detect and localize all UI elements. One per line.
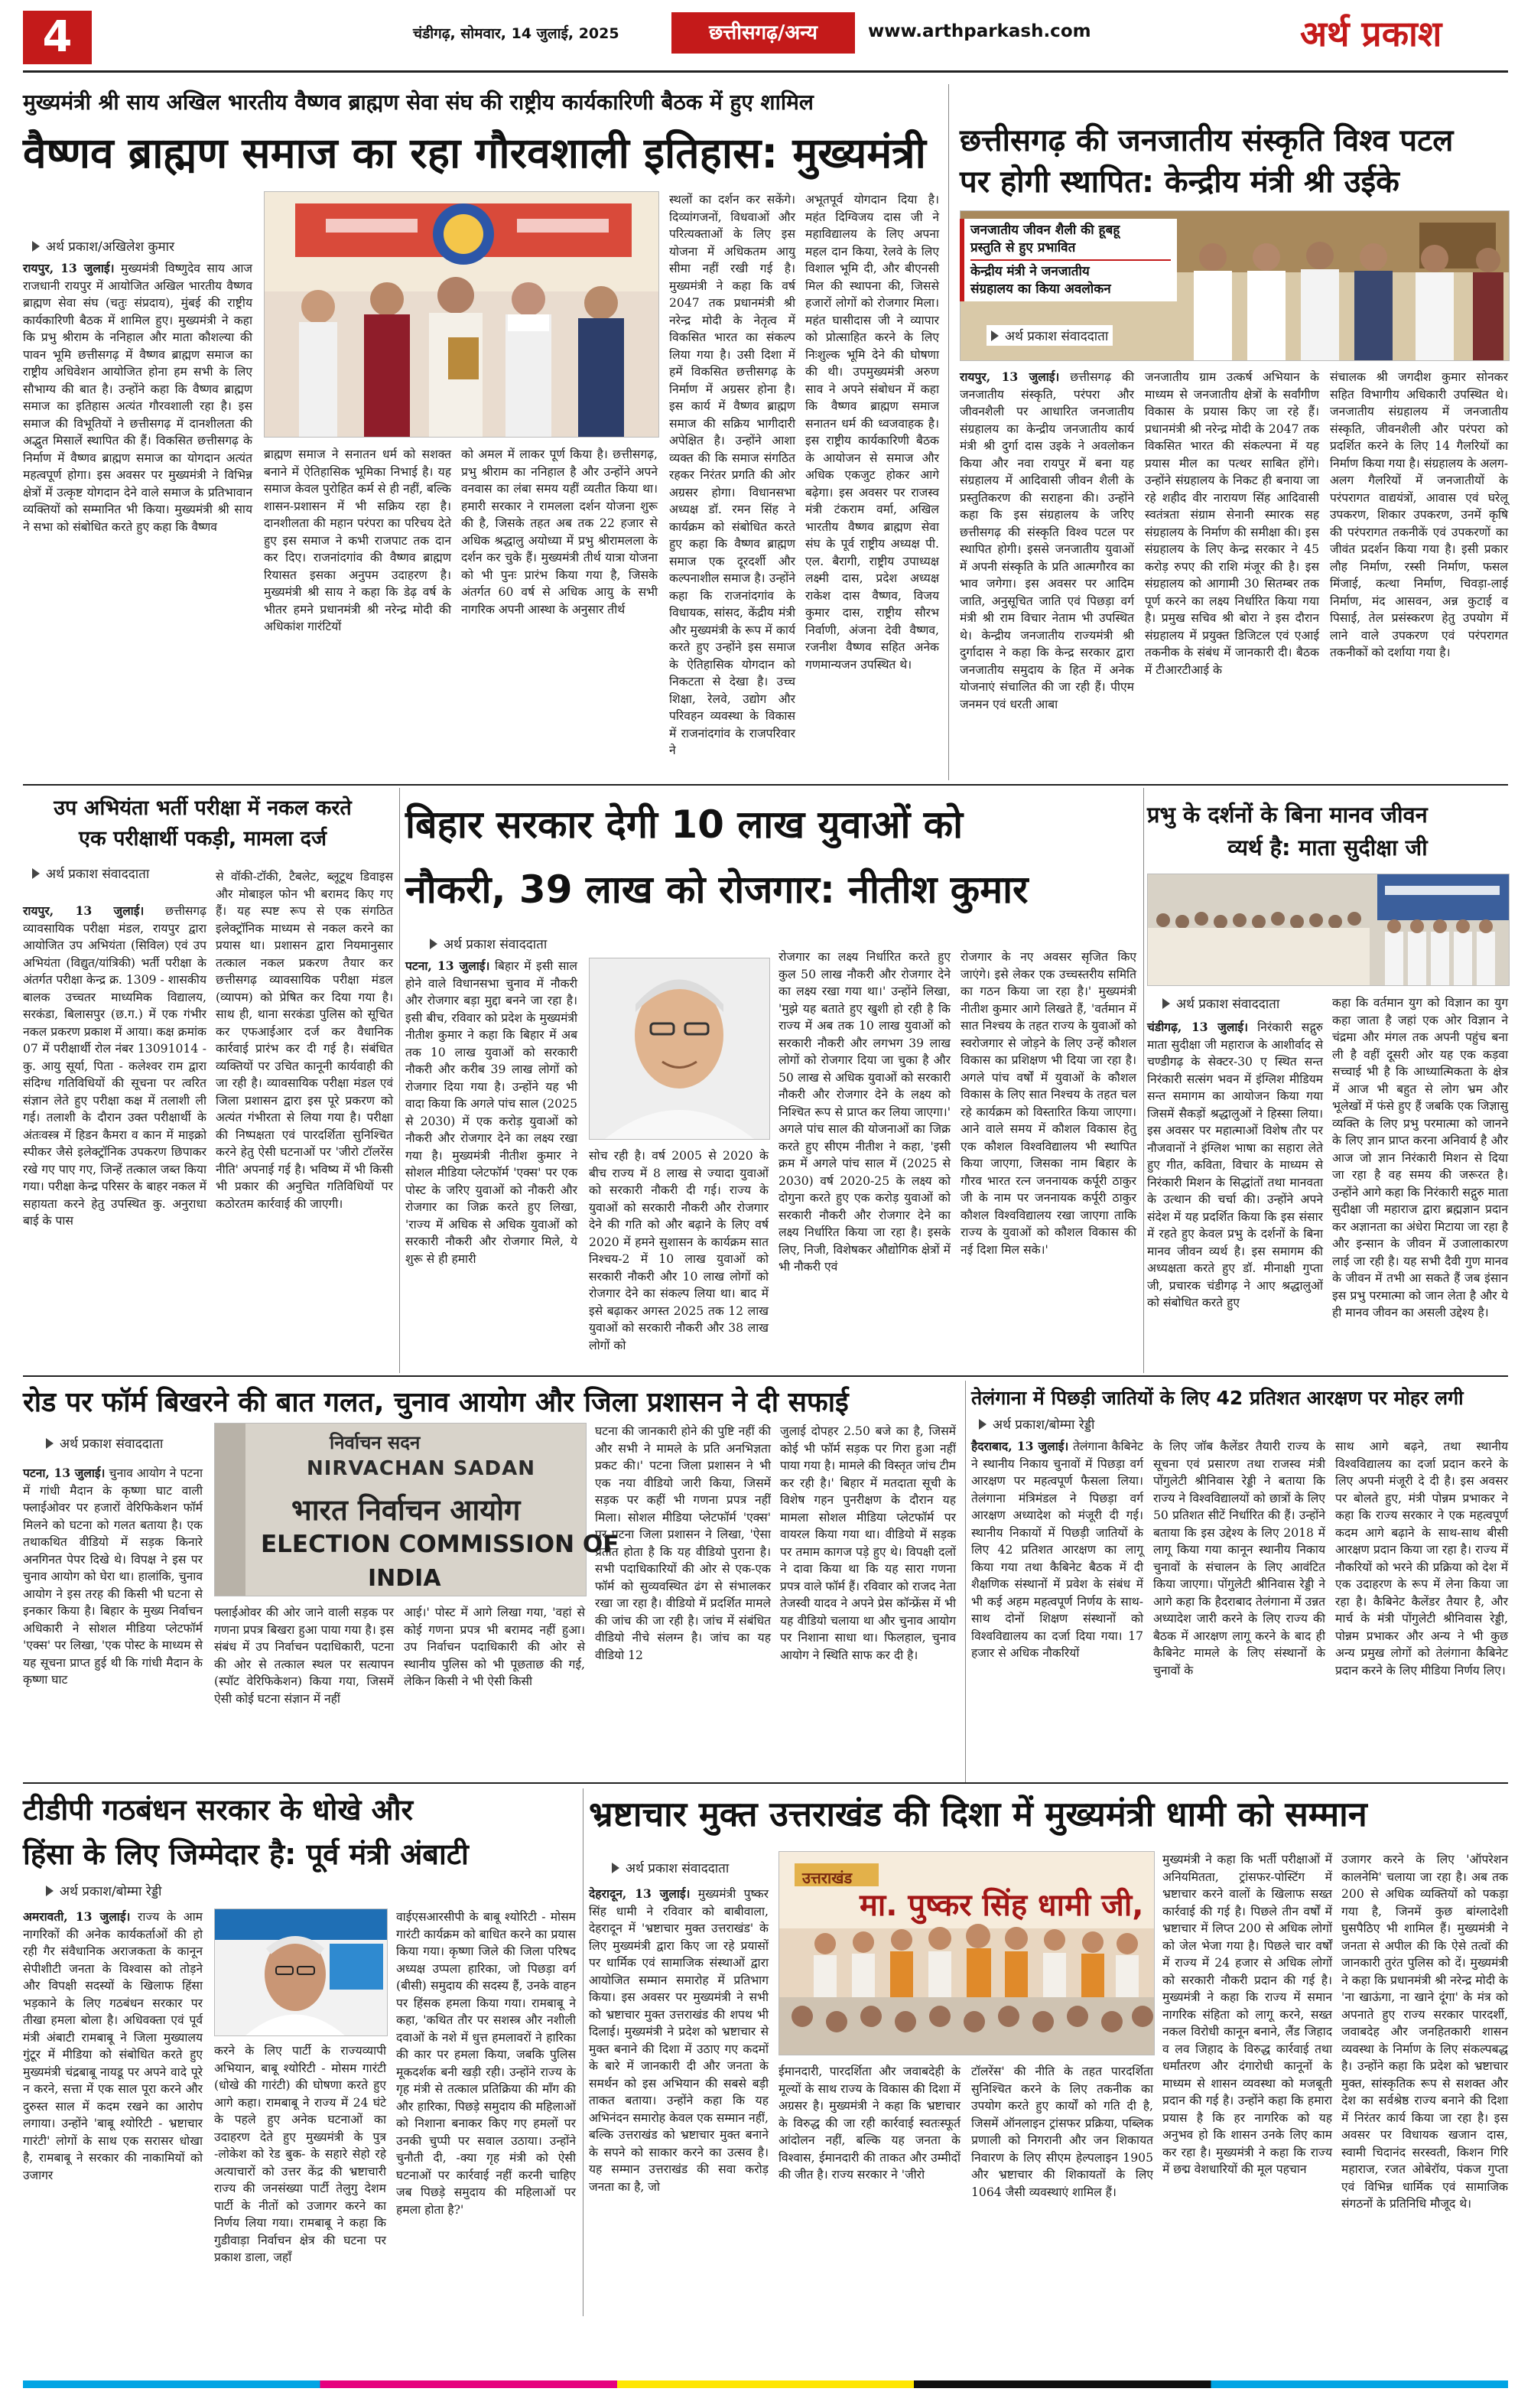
sign-eci-line2: INDIA — [368, 1565, 441, 1592]
story4-col2: सोच रही है। वर्ष 2005 से 2020 के बीच राज्य में 8 लाख से ज्यादा युवाओं को सरकारी नौकरी दी गई। राज्य के युवाओं को सरकारी नौकरी और रोजगार देने की गति को और बढ़ाने के लिए वर्ष 2020 में हमने सुशासन के कार्यक्रम सात निश्चय-2 में 10 लाख युवाओं को सरकारी नौकरी और 10 लाख लोगों को रोजगार देने का संकल्प लिया था। बाद में इसे बढ़ाकर अगस्त 2025 तक 12 लाख युवाओं को सरकारी नौकरी और 38 लाख लोगों को — [589, 1149, 769, 1352]
story2-col2: जनजातीय ग्राम उत्कर्ष अभियान के माध्यम से जनजातीय क्षेत्रों के सर्वांगीण विकास के प्रयास किए जा रहे हैं। प्रधानमंत्री श्री नरेन्द्र मोदी के 2047 तक विकसित भारत की संकल्पना में यह प्रयास मील का पत्थर साबित होंगे। उन्होंने संग्रहालय के निकट ही बनाया जा रहे शहीद वीर नारायण सिंह आदिवासी स्वतंत्रता संग्राम सेनानी स्मारक सह संग्रहालय के निर्माण की समीक्षा की। इस संग्रहालय के लिए केन्द्र सरकार ने 45 करोड़ रुपए की राशि मंजूर की है। इस संग्रहालय को आगामी 30 सितम्बर तक पूर्ण करने का लक्ष्य निर्धारित किया गया है। प्रमुख सचिव श्री बोरा ने इस दौरान संग्रहालय में प्रयुक्त डिजिटल एवं एआई तकनीक के संबंध में जानकारी दी। बैठक में टीआरटीआई के — [1145, 370, 1319, 677]
footer-color-bar — [23, 2380, 1508, 2388]
story1-headline: वैष्णव ब्राह्मण समाज का रहा गौरवशाली इतिहास: मुख्यमंत्री — [23, 129, 926, 177]
story4-col4: रोजगार के नए अवसर सृजित किए जाएंगे। इसे लेकर एक उच्चस्तरीय समिति का गठन किया जा रहा है।' मुख्यमंत्री नीतीश कुमार आगे लिखते हैं, 'वर्तमान में सात निश्चय के तहत राज्य के युवाओं को स्वरोजगार से जोड़ने के लिए उन्हें कौशल विकास का प्रशिक्षण भी दिया जा रहा है। अगले पांच वर्षों में युवाओं के कौशल विकास के लिए सात निश्चय के तहत चल रहे कार्यक्रम को विस्तारित किया जाएगा। आने वाले समय में कौशल विकास हेतु एक कौशल विश्वविद्यालय भी स्थापित किया जाएगा, जिसका नाम बिहार के गौरव भारत रत्न जननायक कर्पूरी ठाकुर जी के नाम पर जननायक कर्पूरी ठाकुर कौशल विश्वविद्यालय रखा जाएगा ताकि राज्य के युवाओं को कौशल विकास की नई दिशा मिल सके।' — [961, 950, 1136, 1257]
story2-caption — [960, 219, 1177, 301]
story3-col2: से वॉकी-टॉकी, टैबलेट, ब्लूटूथ डिवाइस और मोबाइल फोन भी बरामद किए गए हैं। यह स्पष्ट रूप से एक संगठित इलेक्ट्रॉनिक माध्यम से नकल करने का प्रयास था। प्रशासन द्वारा नियमानुसार तत्काल नकल प्रकरण तैयार कर छत्तीसगढ़ व्यावसायिक परीक्षा मंडल (व्यापम) को प्रेषित कर दिया गया है। साथ ही, थाना सरकंडा पुलिस को सूचित कर एफआईआर दर्ज कर वैधानिक कार्रवाई प्रारंभ कर दी गई है। संबंधित व्यक्तियों पर उचित कानूनी कार्यवाही की जा रही है। व्यावसायिक परीक्षा मंडल एवं जिला प्रशासन द्वारा इस पूरे प्रकरण को अत्यंत गंभीरता से लिया गया है। परीक्षा की निष्पक्षता एवं पारदर्शिता सुनिश्चित करने हेतु ऐसी घटनाओं पर 'जीरो टॉलरेंस नीति' अपनाई गई है। भविष्य में भी किसी भी प्रकार की अनुचित गतिविधियों पर कठोरतम कार्रवाई की जाएगी। — [216, 870, 393, 1211]
story1-col2: ब्राह्मण समाज ने सनातन धर्म को सशक्त बनाने में ऐतिहासिक भूमिका निभाई है। यह समाज केवल पुरोहित कर्म से ही नहीं, बल्कि शासन-प्रशासन में भी सक्रिय रहा है। दानशीलता की महान परंपरा का परिचय देते हुए इस समाज ने कभी राजपाट तक दान कर दिए। राजनांदगांव की वैष्णव ब्राह्मण रियासत इसका अनुपम उदाहरण है। मुख्यमंत्री श्री साय ने कहा कि डेढ़ वर्ष के भीतर हमने प्रधानमंत्री श्री नरेन्द्र मोदी की अधिकांश गारंटियों — [264, 447, 451, 633]
story4-photo — [589, 958, 770, 1140]
story8-col2: करने के लिए पार्टी के राज्यव्यापी अभियान, बाबू श्योरिटी - मोसम गारंटी (धोखे की गारंटी) की घोषणा करते हुए आगे कहा। रामबाबू ने राज्य में 24 घंटे के पहले हुए अनेक घटनाओं का उदाहरण देते हुए मुख्यमंत्री के पुत्र -लोकेश को रेड बुक- के सहारे सेहो रहे अत्याचारों को उत्तर केंद्र की भ्रष्टाचारी राज्य की जनसंख्या पार्टी तेलुगु देशम पार्टी के नीतों को उजागर करने का निर्णय लिया गया। रामबाबू ने कहा कि गुडीवाड़ा निर्वाचन क्षेत्र की घटना पर प्रकाश डाला, जहाँ — [214, 2044, 386, 2264]
award-ceremony-image — [265, 192, 658, 437]
story5-col1: चंडीगढ़, 13 जुलाई। निरंकारी सद्गुरु माता सुदीक्षा जी महाराज के आशीर्वाद से चण्डीगढ़ के सेक्टर-30 ए स्थित सन्त निरंकारी सत्संग भवन में इंग्लिश मीडियम सन्त समागम का आयोजन किया गया जिसमें सैकड़ों श्रद्धालुओं ने हिस्सा लिया। इस अवसर पर महात्माओं विशेष तौर पर नौजवानों ने इंग्लिश भाषा का सहारा लेते हुए गीत, कविता, विचार के माध्यम से निरंकारी मिशन के सिद्धांतों तथा मानवता के उत्थान की चर्चा की। उन्होंने अपने संदेश में यह प्रदर्शित किया कि इस संसार में रहते हुए केवल प्रभु के दर्शनों के बिना मानव जीवन व्यर्थ है। इस समागम की अध्यक्षता करते हुए डॉ. मीनाक्षी गुप्ता जी, प्रचारक चंडीगढ़ ने आए श्रद्धालुओं को संबोधित करते हुए — [1147, 1020, 1323, 1310]
column-divider — [965, 1381, 966, 1782]
story1-col4: स्थलों का दर्शन कर सकेंगे। दिव्यांगजनों, विधवाओं और परित्यक्ताओं के लिए इस योजना में अधिकतम आयु सीमा नहीं रखी गई है। मुख्यमंत्री ने कहा कि वर्ष 2047 तक प्रधानमंत्री श्री नरेन्द्र मोदी के नेतृत्व में विकसित भारत का संकल्प लिया गया है। उसी दिशा में हमें विकसित छत्तीसगढ़ के निर्माण में अग्रसर होना है। इस कार्य में वैष्णव ब्राह्मण समाज की सक्रिय भागीदारी अपेक्षित है। उन्होंने आशा व्यक्त की कि समाज संगठित रहकर निरंतर प्रगति की ओर अग्रसर होगा। विधानसभा अध्यक्ष डॉ. रमन सिंह ने कार्यक्रम को संबोधित करते हुए कहा कि वैष्णव ब्राह्मण समाज एक दूरदर्शी और कल्पनाशील समाज है। उन्होंने कहा कि राजनांदगांव के विधायक, सांसद, केंद्रीय मंत्री और मुख्यमंत्री के रूप में कार्य करते हुए उन्होंने इस समाज के ऐतिहासिक योगदान को निकटता से देखा है। उच्च शिक्षा, रेलवे, उद्योग और परिवहन व्यवस्था के विकास में राजनांदगांव के राजपरिवार ने — [669, 193, 795, 757]
story2-caption-line4: संग्रहालय का किया अवलोकन — [970, 281, 1111, 297]
header-rule — [23, 70, 1508, 73]
story1-byline: अर्थ प्रकाश/अखिलेश कुमार — [32, 237, 174, 255]
story8-photo — [214, 1909, 388, 2036]
story3-headline-line1: उप अभियंता भर्ती परीक्षा में नकल करते — [54, 796, 352, 820]
story3-headline-line2: एक परीक्षार्थी पकड़ी, मामला दर्ज — [79, 827, 327, 851]
page-header — [0, 0, 1531, 80]
story9-col5: उजागर करने के लिए 'ऑपरेशन कालनेमि' चलाया जा रहा है। अब तक 200 से अधिक व्यक्तियों को पकड़ा गया है, जिनमें कुछ बांग्लादेशी घुसपैठिए भी शामिल हैं। मुख्यमंत्री ने जनता से अपील की कि ऐसे तत्वों की जानकारी तुरंत पुलिस को दें। मुख्यमंत्री ने कहा कि प्रधानमंत्री श्री नरेन्द्र मोदी के 'ना खाऊंगा, ना खाने दूंगा' के मंत्र को अपनाते हुए राज्य सरकार पारदर्शी, जवाबदेह और जनहितकारी शासन व्यवस्था के निर्माण के लिए संकल्पबद्ध है। उन्होंने कहा कि प्रदेश को भ्रष्टाचार मुक्त, सांस्कृतिक रूप से सशक्त और देश का सर्वश्रेष्ठ राज्य बनाने की दिशा में निरंतर कार्य किया जा रहा है। इस अवसर पर विधायक खजान दास, स्वामी चिदानंद सरस्वती, किशन गिरि महाराज, रजत ओबेरॉय, पंकज गुप्ता एवं विभिन्न धार्मिक एवं सामाजिक संगठनों के प्रतिनिधि मौजूद थे। — [1341, 1853, 1508, 2211]
story7-col1: हैदराबाद, 13 जुलाई। तेलंगाना कैबिनेट ने स्थानीय निकाय चुनावों में पिछड़ा वर्ग आरक्षण पर महत्वपूर्ण फैसला लिया। तेलंगाना मंत्रिमंडल ने पिछड़ा वर्ग आरक्षण अध्यादेश को मंजूरी दी गई। स्थानीय निकायों में पिछड़ी जातियों के लिए 42 प्रतिशत आरक्षण का लागू किया गया तथा कैबिनेट बैठक में दी शैक्षणिक संस्थानों में प्रवेश के संबंध में भी कई अहम महत्वपूर्ण निर्णय के साथ-साथ दोनों शिक्षण संस्थानों को विश्वविद्यालय का दर्जा दिया गया। 17 हजार से अधिक नौकरियों — [971, 1439, 1143, 1660]
story1-kicker: मुख्यमंत्री श्री साय अखिल भारतीय वैष्णव ब्राह्मण सेवा संघ की राष्ट्रीय कार्यकारिणी बैठक में हुए शामिल — [23, 89, 814, 115]
story6-col3: आई।' पोस्ट में आगे लिखा गया, 'वहां से कोई गणना प्रपत्र भी बरामद नहीं हुआ। उप निर्वाचन पदाधिकारी की ओर से स्थानीय पुलिस को भी पूछताछ की गई, लेकिन किसी ने भी ऐसी किसी — [404, 1606, 585, 1688]
story6-col5: जुलाई दोपहर 2.50 बजे का है, जिसमें कोई भी फॉर्म सड़क पर गिरा हुआ नहीं पाया गया है। मामले की विस्तृत जांच टीम कर रही है।' बिहार में मतदाता सूची के विशेष गहन पुनरीक्षण के दौरान यह मामला सोशल मीडिया प्लेटफॉर्म पर वायरल किया गया था। वीडियो में सड़क पर तमाम कागज पड़े हुए थे। विपक्षी दलों ने दावा किया था कि यह सारा गणना प्रपत्र वाले फॉर्म हैं। रविवार को राजद नेता तेजस्वी यादव ने अपने प्रेस कॉन्फ्रेंस में भी यह वीडियो चलाया था और चुनाव आयोग पर निशाना साधा था। फिलहाल, चुनाव आयोग ने स्थिति साफ कर दी है। — [780, 1424, 956, 1662]
banner-name: मा. पुष्कर सिंह धामी जी, — [860, 1888, 1144, 1923]
sign-hindi-main: भारत निर्वाचन आयोग — [291, 1493, 521, 1527]
masthead-logo: अर्थ प्रकाश — [1300, 13, 1442, 54]
story9-dateline: देहरादून, 13 जुलाई। — [589, 1886, 691, 1901]
story8-dateline: अमरावती, 13 जुलाई। — [23, 1909, 131, 1924]
sign-eci-line1: ELECTION COMMISSION OF — [261, 1531, 619, 1558]
story1-col3: को अमल में लाकर पूर्ण किया है। छत्तीसगढ़, प्रभु श्रीराम का ननिहाल है और उन्होंने अपने वनवास का लंबा समय यहीं व्यतीत किया था। हमारी सरकार ने रामलला दर्शन योजना शुरू की है, जिसके तहत अब तक 22 हजार से अधिक श्रद्धालु अयोध्या में प्रभु श्रीरामलला के दर्शन कर चुके हैं। मुख्यमंत्री तीर्थ यात्रा योजना को भी पुनः प्रारंभ किया गया है, जिसके अंतर्गत 60 वर्ष से अधिक आयु के सभी नागरिक अपनी आस्था के अनुसार तीर्थ — [461, 447, 658, 617]
story9-photo — [779, 1851, 1155, 2055]
story9-col3: टॉलरेंस' की नीति के तहत पारदर्शिता सुनिश्चित करने के लिए तकनीक का उपयोग करते हुए कार्यों को गति दी है, जिसमें ऑनलाइन ट्रांसफर प्रक्रिया, पब्लिक प्रणाली को निगरानी और जन शिकायत निवारण के लिए सीएम हेल्पलाइन 1905 और भ्रष्टाचार की शिकायतों के लिए 1064 जैसी व्यवस्थाएं शामिल हैं। — [971, 2065, 1153, 2199]
story4-col1: पटना, 13 जुलाई। बिहार में इसी साल होने वाले विधानसभा चुनाव में नौकरी और रोजगार बड़ा मुद्दा बनने जा रहा है। इसी बीच, रविवार को प्रदेश के मुख्यमंत्री नीतीश कुमार ने कहा कि बिहार में अब तक 10 लाख युवाओं को सरकारी नौकरी और करीब 39 लाख लोगों को रोजगार दिया गया है। उन्होंने यह भी वादा किया कि अगले पांच साल (2025 से 2030) में एक करोड़ युवाओं को नौकरी और रोजगार देने का लक्ष्य रखा गया है। मुख्यमंत्री नीतीश कुमार ने सोशल मीडिया प्लेटफॉर्म 'एक्स' पर एक पोस्ट के जरिए युवाओं को नौकरी और रोजगार का जिक्र करते हुए लिखा, 'राज्य में अधिक से अधिक युवाओं को सरकारी नौकरी और रोजगार मिले, ये शुरू से ही हमारी — [405, 958, 577, 1266]
story6-byline: अर्थ प्रकाश संवाददाता — [46, 1434, 163, 1452]
story2-byline: अर्थ प्रकाश संवाददाता — [987, 325, 1113, 346]
story3-dateline: रायपुर, 13 जुलाई। — [23, 903, 145, 918]
section-rule — [23, 784, 1508, 786]
header-dateline: चंडीगढ़, सोमवार, 14 जुलाई, 2025 — [413, 25, 619, 42]
story7-byline: अर्थ प्रकाश/बोम्मा रेड्डी — [979, 1415, 1094, 1433]
story3-col1: रायपुर, 13 जुलाई। छत्तीसगढ़ व्यावसायिक परीक्षा मंडल, रायपुर द्वारा आयोजित उप अभियंता (सिविल) एवं उप अभियंता (विद्युत/यांत्रिकी) भर्ती परीक्षा के अंतर्गत परीक्षा केन्द्र क्र. 1309 - शासकीय बालक उच्चतर माध्यमिक विद्यालय, सरकंडा, बिलासपुर (छ.ग.) में एक गंभीर नकल प्रकरण प्रकाश में आया। कक्ष क्रमांक 07 में परीक्षार्थी रोल नंबर 13091014 - कु. आयु सूर्या, पिता - कलेश्वर राम द्वारा संदिग्ध गतिविधियों की सूचना पर त्वरित संज्ञान लेते हुए परीक्षा कक्ष में तलाशी ली गई। तलाशी के दौरान उक्त परीक्षार्थी के अंतःवस्त्र में हिडन कैमरा व कान में माइक्रो स्पीकर जैसे इलेक्ट्रॉनिक उपकरण छिपाकर रखे गए पाए गए, जिन्हें तत्काल जब्त किया गया। परीक्षा केन्द्र परिसर के बाहर नकल में सहायता करने हेतु उपस्थित कु. अनुराधा बाई के पास — [23, 903, 206, 1228]
section-label: छत्तीसगढ़/अन्य — [671, 12, 855, 54]
story4-headline-line2: नौकरी, 39 लाख को रोजगार: नीतीश कुमार — [405, 867, 1029, 912]
story6-col1: पटना, 13 जुलाई। चुनाव आयोग ने पटना में गांधी मैदान के कृष्णा घाट वाली फ्लाईओवर पर हजारों वेरिफिकेशन फॉर्म मिलने को घटना को गलत बताया है। एक तथाकथित वीडियो में सड़क किनारे अनगिनत पेपर दिखे थे। विपक्ष ने इस पर चुनाव आयोग को घेरा था। हालांकि, चुनाव आयोग ने इस तरह की किसी भी घटना से इनकार किया है। बिहार के मुख्य निर्वाचन अधिकारी ने सोशल मीडिया प्लेटफॉर्म 'एक्स' पर लिखा, 'एक पोस्ट के माध्यम से यह सूचना प्राप्त हुई थी कि गांधी मैदान के कृष्णा घाट — [23, 1466, 203, 1687]
story2-caption-line2: प्रस्तुति से हुए प्रभावित — [970, 239, 1171, 261]
story7-col3: साथ आगे बढ़ने, तथा स्थानीय विश्वविद्यालय का दर्जा प्रदान करने के लिए अपनी मंजूरी दे दी है। इस अवसर पर बोलते हुए, मंत्री पोन्नम प्रभाकर ने कहा कि राज्य सरकार ने एक महत्वपूर्ण कदम आगे बढ़ाने के साथ-साथ बीसी आरक्षण प्रदान किया जा रहा है। राज्य में नौकरियों को भरने की प्रक्रिया को देश में एक उदाहरण के रूप में लेना किया जा रहा है। कैबिनेट कैलेंडर तैयार है, और मार्च के मंत्री पोंगुलेटी श्रीनिवास रेड्डी, पोन्नम प्रभाकर और अन्य ने भी कुछ अन्य प्रमुख लोगों को तेलंगाना कैबिनेट प्रदान करने के लिए मीडिया निर्णय लिए। — [1335, 1440, 1508, 1677]
story9-byline: अर्थ प्रकाश संवाददाता — [612, 1859, 729, 1876]
story8-byline: अर्थ प्रकाश/बोम्मा रेड्डी — [46, 1882, 161, 1899]
story1-col5: अभूतपूर्व योगदान दिया है। महंत दिग्विजय दास जी ने महाविद्यालय के लिए अपना महल दान किया, रेलवे के लिए विशाल भूमि दी, और बीएनसी मिल की स्थापना की, जिससे हजारों लोगों को रोजगार मिला। महंत घासीदास जी ने व्यापार को प्रोत्साहित करने के लिए निःशुल्क भूमि देने की घोषणा की थी। उपमुख्यमंत्री अरुण साव ने अपने संबोधन में कहा कि वैष्णव ब्राह्मण समाज सनातन धर्म की ध्वजवाहक है। इस राष्ट्रीय कार्यकारिणी बैठक के आयोजन से समाज और अधिक एकजुट होकर आगे बढ़ेगा। इस अवसर पर राजस्व मंत्री टंकराम वर्मा, अखिल भारतीय वैष्णव ब्राह्मण सेवा संघ के पूर्व राष्ट्रीय अध्यक्ष पी. एल. बैरागी, राष्ट्रीय उपाध्यक्ष लक्ष्मी दास, प्रदेश अध्यक्ष राकेश दास वैष्णव, विजय कुमार दास, राष्ट्रीय सौरभ निर्वाणी, अंजना देवी वैष्णव, रजनीश वैष्णव सहित अनेक गणमान्यजन उपस्थित थे। — [805, 193, 939, 672]
story5-byline: अर्थ प्रकाश संवाददाता — [1162, 994, 1279, 1012]
page-number: 4 — [23, 11, 92, 64]
press-conference-image — [215, 1909, 387, 2035]
story5-col2: कहा कि वर्तमान युग को विज्ञान का युग कहा जाता है जहां एक ओर विज्ञान ने चंद्रमा और मंगल तक अपनी पहुंच बना ली है वहीं दूसरी ओर यह एक कड़वा सच्चाई भी है कि आध्यात्मिकता के क्षेत्र में आज भी बहुत से लोग भ्रम और भूलेखों में फंसे हुए हैं जबकि एक जिज्ञासु व्यक्ति के लिए प्रभु परमात्मा को जानने के लिए ज्ञान प्राप्त करना अनिवार्य है और आज जो ज्ञान निरंकारी मिशन से दिया जा रहा है वह समय की जरूरत है। उन्होंने आगे कहा कि निरंकारी सद्गुरु माता सुदीक्षा जी महाराज द्वारा ब्रह्मज्ञान प्रदान कर अज्ञानता का अंधेरा मिटाया जा रहा है और इन्सान के जीवन में उजालाकारण लाई जा रही है। यह सभी दैवी गुण मानव के जीवन में तभी आ सकते हैं जब इंसान इस प्रभु परमात्मा को जान लेता है और ये ही मानव जीवन का असली उद्देश्य है। — [1332, 996, 1508, 1320]
section-rule — [23, 1375, 1508, 1377]
story7-dateline: हैदराबाद, 13 जुलाई। — [971, 1439, 1069, 1453]
column-divider — [948, 84, 949, 780]
portrait-image — [590, 958, 769, 1139]
story4-byline: अर्थ प्रकाश संवाददाता — [430, 935, 547, 952]
story2-dateline: रायपुर, 13 जुलाई। — [960, 369, 1060, 384]
story8-headline-line1: टीडीपी गठबंधन सरकार के धोखे और — [23, 1793, 414, 1827]
story7-headline: तेलंगाना में पिछड़ी जातियों के लिए 42 प्रतिशत आरक्षण पर मोहर लगी — [971, 1387, 1464, 1409]
story1-col1: रायपुर, 13 जुलाई। मुख्यमंत्री विष्णुदेव साय आज राजधानी रायपुर में आयोजित अखिल भारतीय वैष्णव ब्राह्मण सेवा संघ (चतुः संप्रदाय), मुंबई की राष्ट्रीय कार्यकारिणी बैठक में शामिल हुए। मुख्यमंत्री ने कहा कि प्रभु श्रीराम के ननिहाल और माता कौशल्या की पावन भूमि छत्तीसगढ़ में वैष्णव ब्राह्मण समाज का राष्ट्रीय अधिवेशन आयोजित होना हम सभी के लिए सौभाग्य की बात है। उन्होंने कहा कि वैष्णव ब्राह्मण समाज का इतिहास अत्यंत गौरवशाली रहा है। इस समाज की विभूतियों ने छत्तीसगढ़ में दानशीलता की अद्भुत मिसालें स्थापित की हैं। विकसित छत्तीसगढ़ के निर्माण में वैष्णव ब्राह्मण समाज का योगदान अत्यंत महत्वपूर्ण होगा। इस अवसर पर मुख्यमंत्री ने विभिन्न क्षेत्रों में उत्कृष्ट योगदान देने वाले समाज के प्रतिभावान व्यक्तियों को सम्मानित भी किया। मुख्यमंत्री श्री साय ने सभा को संबोधित करते हुए कहा कि वैष्णव — [23, 261, 252, 534]
story4-col3: रोजगार का लक्ष्य निर्धारित करते हुए कुल 50 लाख नौकरी और रोजगार देने का लक्ष्य रखा गया था।' उन्होंने लिखा, 'मुझे यह बताते हुए खुशी हो रही है कि राज्य में अब तक 10 लाख युवाओं को सरकारी नौकरी और लगभग 39 लाख लोगों को रोजगार दिया जा चुका है और 50 लाख से अधिक युवाओं को सरकारी नौकरी और रोजगार देने के लक्ष्य को निश्चित रूप से प्राप्त कर लिया जाएगा।' अगले पांच साल की योजनाओं का जिक्र करते हुए सीएम नीतीश ने कहा, 'इसी क्रम में अगले पांच साल में (2025 से 2030) वर्ष 2020-25 के लक्ष्य को दोगुना करते हुए एक करोड़ युवाओं को सरकारी नौकरी और रोजगार देने का लक्ष्य निर्धारित किया जा रहा है। इसके लिए, निजी, विशेषकर औद्योगिक क्षेत्रों में भी नौकरी एवं — [779, 950, 951, 1274]
story4-headline-line1: बिहार सरकार देगी 10 लाख युवाओं को — [405, 802, 964, 847]
sign-english: NIRVACHAN SADAN — [307, 1457, 536, 1480]
story6-dateline: पटना, 13 जुलाई। — [23, 1466, 106, 1480]
story9-col1: देहरादून, 13 जुलाई। मुख्यमंत्री पुष्कर सिंह धामी ने रविवार को बाबीवाला, देहरादून में 'भ्रष्टाचार मुक्त उत्तराखंड' के लिए मुख्यमंत्री द्वारा किए जा रहे प्रयासों पर धार्मिक एवं सामाजिक संस्थाओं द्वारा आयोजित सम्मान समारोह में प्रतिभाग किया। इस अवसर पर मुख्यमंत्री ने सभी को भ्रष्टाचार मुक्त उत्तराखंड की शपथ भी दिलाई। मुख्यमंत्री ने प्रदेश को भ्रष्टाचार से मुक्त बनाने की दिशा में उठाए गए कदमों के बारे में जानकारी दी और जनता के समर्थन को इस अभियान की सबसे बड़ी ताकत बताया। उन्होंने कहा कि यह अभिनंदन समारोह केवल एक सम्मान नहीं, बल्कि उत्तराखंड को भ्रष्टाचार मुक्त बनाने के सपने को साकार करने का उत्सव है। यह सम्मान उत्तराखंड की सवा करोड़ जनता का है, जो — [589, 1886, 769, 2194]
story6-headline: रोड पर फॉर्म बिखरने की बात गलत, चुनाव आयोग और जिला प्रशासन ने दी सफाई — [23, 1387, 849, 1418]
story9-col4: मुख्यमंत्री ने कहा कि भर्ती परीक्षाओं में अनियमितता, ट्रांसफर-पोस्टिंग में भ्रष्टाचार करने वालों के खिलाफ सख्त कार्रवाई की गई है। पिछले तीन वर्षों में भ्रष्टाचार में लिप्त 200 से अधिक लोगों को जेल भेजा गया है। पिछले चार वर्षों में राज्य में 24 हजार से अधिक लोगों को सरकारी नौकरी प्रदान की गई है। मुख्यमंत्री ने कहा कि राज्य में समान नागरिक संहिता को लागू करने, सख्त नकल विरोधी कानून बनाने, लैंड जिहाद व लव जिहाद के विरुद्ध कार्रवाई तथा धर्मांतरण और दंगारोधी कानूनों के माध्यम से शासन व्यवस्था को मजबूती प्रदान की गई है। उन्होंने कहा कि हमारा प्रयास है कि हर नागरिक को यह अनुभव हो कि शासन उनके लिए काम कर रहा है। मुख्यमंत्री ने कहा कि राज्य में छद्म वेशधारियों की मूल पहचान — [1162, 1853, 1332, 2176]
story9-col2: ईमानदारी, पारदर्शिता और जवाबदेही के मूल्यों के साथ राज्य के विकास की दिशा में अग्रसर है। मुख्यमंत्री ने कहा कि भ्रष्टाचार के विरुद्ध की जा रही कार्रवाई स्वतःस्फूर्त आंदोलन नहीं, बल्कि यह जनता के विश्वास, ईमानदारी की ताकत और उम्मीदों की जीत है। राज्य सरकार ने 'जीरो — [779, 2065, 961, 2182]
story5-headline-line1: प्रभु के दर्शनों के बिना मानव जीवन — [1147, 802, 1428, 828]
website-link[interactable]: www.arthparkash.com — [868, 21, 1091, 41]
story5-photo — [1147, 874, 1510, 986]
sign-hindi-top: निर्वाचन सदन — [330, 1432, 421, 1453]
column-divider — [1143, 788, 1144, 1373]
story2-col3: संचालक श्री जगदीश कुमार सोनकर सहित विभागीय अधिकारी उपस्थित थे। जनजातीय संग्रहालय में जनजातीय संस्कृति, जीवनशैली और परंपरा को प्रदर्शित करने के लिए 14 गैलरियों का निर्माण किया गया है। संग्रहालय के अलग-अलग गैलरियों में जनजातीयों के परंपरागत वाद्ययंत्रों, आवास एवं घरेलू उपकरण, शिकार उपकरण, उनमें कृषि की परंपरागत तकनीकें एवं उपकरणों का जीवंत प्रदर्शन किया गया है। इसी प्रकार लौह निर्माण, रस्सी निर्माण, फसल मिंजाई, कत्था निर्माण, चिवड़ा-लाई निर्माण, मंद आसवन, अन्न कुटाई व पिसाई, तेल प्रसंस्करण हेतु उपयोग में लाने वाले उपकरण एवं परंपरागत तकनीकों को दर्शाया गया है। — [1330, 370, 1508, 659]
section-rule — [23, 1782, 1508, 1784]
story5-dateline: चंडीगढ़, 13 जुलाई। — [1147, 1020, 1248, 1034]
story3-byline: अर्थ प्रकाश संवाददाता — [32, 864, 149, 882]
story2-caption-line3: केन्द्रीय मंत्री ने जनजातीय — [970, 264, 1090, 279]
story2-col1: रायपुर, 13 जुलाई। छत्तीसगढ़ की जनजातीय संस्कृति, परंपरा और जीवनशैली पर आधारित जनजातीय संग्रहालय का केन्द्रीय जनजातीय कार्य मंत्री श्री दुर्गा दास उइके ने अवलोकन किया और नवा रायपुर में बना यह संग्रहालय में आदिवासी जीवन शैली के प्रस्तुतिकरण की सराहना की। उन्होंने कहा कि इस संग्रहालय के जरिए छत्तीसगढ़ की संस्कृति विश्व पटल पर स्थापित होगी। इससे जनजातीय युवाओं में अपनी संस्कृति के प्रति आत्मगौरव का भाव जगेगा। इस अवसर पर आदिम जाति, अनुसूचित जाति एवं पिछड़ा वर्ग मंत्री श्री राम विचार नेताम भी उपस्थित थे। केन्द्रीय जनजातीय राज्यमंत्री श्री दुर्गादास ने कहा कि केन्द्र सरकार द्वारा जनजातीय समुदाय के हित में अनेक योजनाएं संचालित की जा रही हैं। पीएम जनमन एवं धरती आबा — [960, 369, 1134, 711]
story2-headline-line1: छत्तीसगढ़ की जनजातीय संस्कृति विश्व पटल — [960, 123, 1454, 158]
column-divider — [399, 788, 400, 1373]
banner-brand: उत्तराखंड — [802, 1869, 853, 1887]
story9-headline: भ्रष्टाचार मुक्त उत्तराखंड की दिशा में मुख्यमंत्री धामी को सम्मान — [589, 1794, 1367, 1834]
congregation-image — [1148, 874, 1509, 985]
story1-photo — [264, 191, 659, 438]
story8-col3: वाईएसआरसीपी के बाबू श्योरिटी - मोसम गारंटी कार्यक्रम को बाधित करने का प्रयास किया गया। कृष्णा जिले की जिला परिषद अध्यक्ष उप्पला हारिका, जो पिछड़ा वर्ग (बीसी) समुदाय की सदस्य हैं, उनके वाहन पर हिंसक हमला किया गया। रामबाबू ने कहा, 'कथित तौर पर सशस्त्र और नशीली दवाओं के नशे में धुत्त हमलावरों ने हारिका की कार पर हमला किया, जबकि पुलिस मूकदर्शक बनी खड़ी रही। उन्होंने राज्य के गृह मंत्री से तत्काल प्रतिक्रिया की माँग की और हारिका, पिछड़े समुदाय की महिलाओं को निशाना बनाकर किए गए हमलों पर उनकी चुप्पी पर सवाल उठाया। उन्होंने चुनौती दी, -क्या गृह मंत्री को ऐसी घटनाओं पर कार्रवाई नहीं करनी चाहिए जब पिछड़े समुदाय की महिलाओं पर हमला होता है?' — [396, 1910, 576, 2217]
story7-col2: के लिए जॉब कैलेंडर तैयारी राज्य के सूचना एवं प्रसारण तथा राजस्व मंत्री पोंगुलेटी श्रीनिवास रेड्डी ने बताया कि राज्य ने विश्वविद्यालयों को छात्रों के लिए 50 प्रतिशत सीटें निर्धारित की हैं। उन्होंने बताया कि इस उद्देश्य के लिए 2018 में लागू किया गया कानून स्थानीय निकाय चुनावों के संचालन के लिए आवंटित किया जाएगा। पोंगुलेटी श्रीनिवास रेड्डी ने आगे कहा कि हैदराबाद तेलंगाना में उन्नत अध्यादेश जारी करने के लिए राज्य की बैठक में आरक्षण लागू करने के बाद ही कैबिनेट मामले के लिए संस्थानों के चुनावों के — [1153, 1440, 1325, 1677]
story4-dateline: पटना, 13 जुलाई। — [405, 958, 490, 973]
story6-col2: फ्लाईओवर की ओर जाने वाली सड़क पर गणना प्रपत्र बिखरा हुआ पाया गया है। इस संबंध में उप निर्वाचन पदाधिकारी, पटना की ओर से तत्काल स्थल पर सत्यापन (स्पॉट वेरिफिकेशन) किया गया, जिसमें ऐसी कोई घटना संज्ञान में नहीं — [214, 1606, 394, 1706]
story6-col4: घटना की जानकारी होने की पुष्टि नहीं की और सभी ने मामले के प्रति अनभिज्ञता प्रकट की।' पटना जिला प्रशासन ने भी एक नया वीडियो जारी किया, जिसमें सड़क पर कहीं भी गणना प्रपत्र नहीं मिला। सोशल मीडिया प्लेटफॉर्म 'एक्स' पर पटना जिला प्रशासन ने लिखा, 'ऐसा प्रतीत होता है कि यह वीडियो पुराना है। सभी पदाधिकारियों की ओर से एक-एक फॉर्म को सुव्यवस्थित ढंग से संभालकर रखा जा रहा है। वीडियो में प्रदर्शित मामले की जांच की जा रही है। जांच में संबंधित वीडियो नीचे संलग्न है। जांच का यह वीडियो 12 — [595, 1424, 771, 1662]
story1-dateline: रायपुर, 13 जुलाई। — [23, 261, 115, 275]
story8-col1: अमरावती, 13 जुलाई। राज्य के आम नागरिकों की अनेक कार्यकर्ताओं की हो रही गैर संवैधानिक अराजकता के कानून सेपीशीटी जनता के विश्वास को तोड़ने और विपक्षी सदस्यों के खिलाफ हिंसा भड़काने के लिए गठबंधन सरकार पर तीखा हमला बोला है। अधिवक्ता एवं पूर्व मंत्री अंबाटी रामबाबू ने जिला मुख्यालय गुंटूर में मीडिया को संबोधित करते हुए मुख्यमंत्री चंद्रबाबू नायडू पर अपने वादे पूरे न करने, सत्ता में एक साल पूरा करने और दुरुस्त साल में कदम रखने का आरोप लगाया। उन्होंने 'बाबू श्योरिटी - भ्रष्टाचार गारंटी' लोगों के साथ एक सरासर धोखा है, रामबाबू ने सरकार की नाकामियों को उजागर — [23, 1909, 203, 2182]
story5-headline-line2: व्यर्थ है: माता सुदीक्षा जी — [1227, 835, 1428, 861]
story2-headline-line2: पर होगी स्थापित: केन्द्रीय मंत्री श्री उईके — [960, 164, 1399, 200]
story8-headline-line2: हिंसा के लिए जिम्मेदार है: पूर्व मंत्री अंबाटी — [23, 1837, 469, 1871]
story6-photo — [214, 1423, 619, 1596]
story2-caption-line1: जनजातीय जीवन शैली की हूबहू — [970, 223, 1120, 238]
